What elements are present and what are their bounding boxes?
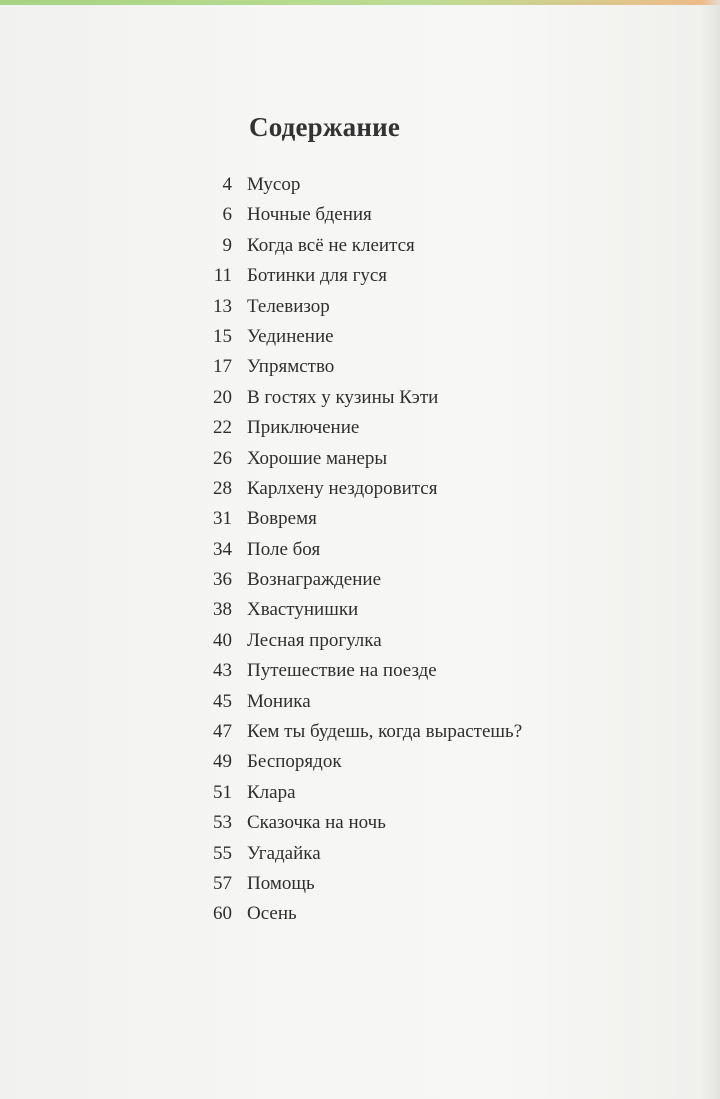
toc-entry [190, 903, 610, 933]
toc-entry [190, 873, 610, 903]
toc-entry-title: Беспорядок [247, 751, 342, 773]
toc-page-number: 28 [213, 477, 232, 499]
toc-entry-title: Путешествие на поезде [247, 660, 437, 682]
toc-entry [190, 235, 610, 265]
toc-entry [190, 599, 610, 629]
toc-entry-title: Упрямство [247, 356, 335, 378]
toc-entry [190, 265, 610, 295]
toc-entry-title: Ночные бдения [247, 204, 372, 226]
toc-page-number: 45 [213, 690, 232, 712]
toc-entry-title: Карлхену нездоровится [247, 477, 438, 499]
toc-page-number: 4 [222, 174, 232, 195]
toc-page-number: 15 [213, 325, 232, 347]
toc-entry-title: Ботинки для гуся [247, 265, 388, 287]
toc-entry-title: Сказочка на ночь [247, 812, 386, 834]
toc-page-number: 49 [213, 751, 232, 773]
toc-entry-title: Мусор [247, 174, 301, 195]
toc-entry [190, 630, 610, 660]
toc-entry-title: В гостях у кузины Кэти [247, 386, 439, 408]
toc-entry [190, 387, 610, 417]
toc-entry-title: Помощь [247, 872, 315, 894]
toc-page-number: 38 [213, 599, 232, 621]
toc-entry [190, 417, 610, 447]
toc-entry-title: Телевизор [247, 295, 330, 317]
cover-edge-strip [0, 0, 720, 5]
toc-entry [190, 478, 610, 508]
toc-entry-title: Приключение [247, 417, 360, 439]
toc-entry [190, 721, 610, 751]
toc-page-number: 6 [222, 204, 232, 226]
toc-page-number: 20 [213, 386, 232, 408]
toc-entry [190, 356, 610, 386]
toc-entry-title: Хорошие манеры [247, 447, 388, 469]
toc-entry [190, 691, 610, 721]
toc-entry [190, 569, 610, 599]
toc-page-number: 51 [213, 781, 232, 803]
toc-entry-title: Клара [247, 781, 296, 803]
toc-entry [190, 539, 610, 569]
toc-entry-title: Моника [247, 690, 311, 712]
toc-page-number: 9 [222, 234, 232, 256]
toc-entry-title: Когда всё не клеится [247, 234, 415, 256]
toc-entry-title: Кем ты будешь, когда вырастешь? [247, 721, 523, 743]
toc-entry-title: Лесная прогулка [247, 629, 382, 651]
page-edge-shadow [702, 0, 720, 1099]
toc-page-number: 34 [213, 538, 232, 560]
toc-entry-title: Угадайка [247, 842, 321, 864]
table-of-contents [190, 174, 610, 934]
toc-entry [190, 326, 610, 356]
toc-page-number: 31 [213, 508, 232, 530]
toc-entry-title: Уединение [247, 325, 334, 347]
toc-entry [190, 812, 610, 842]
toc-entry-title: Вознаграждение [247, 569, 382, 591]
toc-entry [190, 296, 610, 326]
toc-page-number: 36 [213, 569, 232, 591]
toc-entry-title: Осень [247, 903, 297, 925]
toc-entry [190, 448, 610, 478]
toc-entry [190, 843, 610, 873]
toc-page-number: 57 [213, 872, 232, 894]
toc-entry [190, 751, 610, 781]
toc-page-number: 26 [213, 447, 232, 469]
toc-entry [190, 660, 610, 690]
toc-entry-title: Хвастунишки [247, 599, 359, 621]
toc-page-number: 47 [213, 721, 232, 743]
toc-entry [190, 782, 610, 812]
toc-page-number: 60 [213, 903, 232, 925]
toc-entry [190, 174, 610, 204]
toc-page-number: 22 [213, 417, 232, 439]
page-title: Содержание [249, 112, 401, 142]
toc-entry-title: Поле боя [247, 538, 321, 560]
toc-entry [190, 508, 610, 538]
toc-entry [190, 204, 610, 234]
toc-page-number: 53 [213, 812, 232, 834]
toc-page-number: 17 [213, 356, 232, 378]
toc-entry-title: Вовремя [247, 508, 317, 530]
toc-page-number: 43 [213, 660, 232, 682]
toc-page-number: 55 [213, 842, 232, 864]
toc-page-number: 13 [213, 295, 232, 317]
toc-page-number: 40 [213, 629, 232, 651]
toc-page-number: 11 [213, 265, 232, 287]
